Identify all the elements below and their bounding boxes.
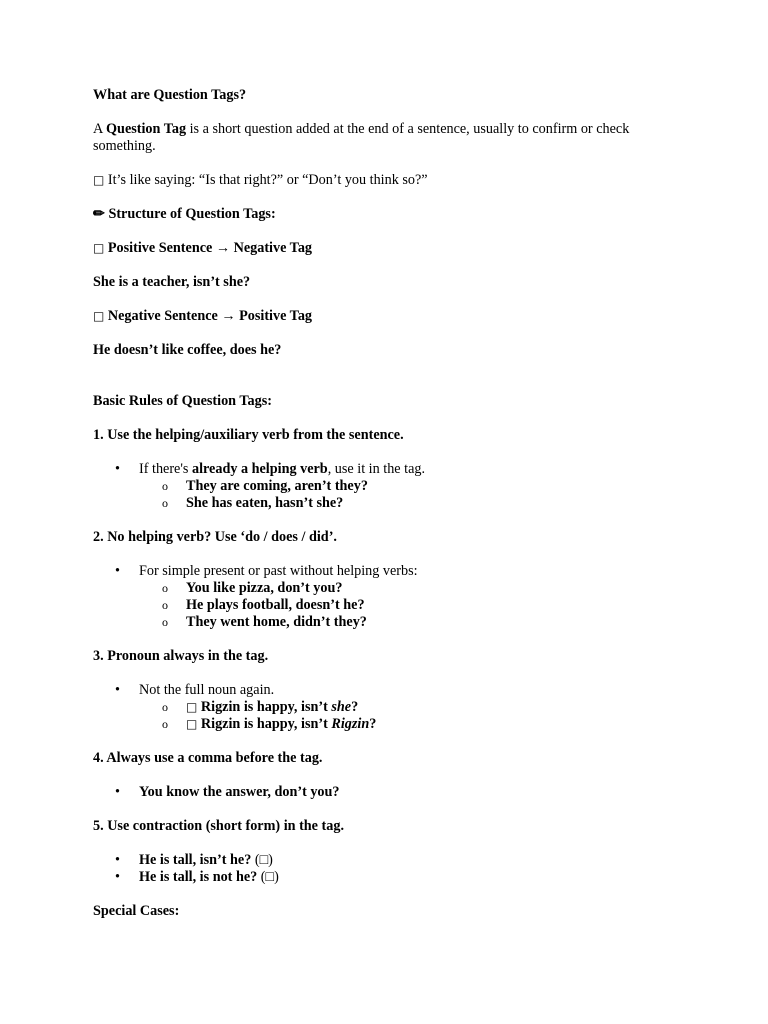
rule-2-examples (139, 580, 673, 631)
rule-4-list (93, 784, 673, 801)
bullet-icon: • (115, 869, 120, 885)
list-item: • If there's already a helping verb, use it in the tag. o They are coming, aren’t they? o She has eaten, hasn’t she? (93, 461, 673, 512)
list-item: • He is tall, is not he? (□) (115, 869, 279, 885)
list-item: o □ Rigzin is happy, isn’t she? (162, 699, 359, 715)
positive-example: She is a teacher, isn’t she? (93, 274, 251, 290)
circle-bullet-icon: o (162, 598, 168, 612)
intro-paragraph: A Question Tag is a short question added at the end of a sentence, usually to confirm or check something. (93, 121, 630, 154)
circle-bullet-icon: o (162, 496, 168, 510)
rule-2-heading: 2. No helping verb? Use ‘do / does / did’. (93, 529, 337, 545)
rule-4-heading: 4. Always use a comma before the tag. (93, 750, 323, 766)
bullet-icon: • (115, 682, 120, 698)
placeholder-glyph-icon: □ (186, 700, 198, 714)
rule-3-examples (139, 699, 673, 733)
rule-1-heading: 1. Use the helping/auxiliary verb from the sentence. (93, 427, 404, 443)
bullet-icon: • (115, 784, 120, 800)
placeholder-glyph-icon: □ (93, 241, 105, 255)
like-saying-line: □ It’s like saying: “Is that right?” or “Don’t you think so?” (93, 172, 428, 188)
list-item: o They are coming, aren’t they? (162, 478, 368, 494)
circle-bullet-icon: o (162, 479, 168, 493)
pencil-icon: ✏ (93, 206, 105, 222)
circle-bullet-icon: o (162, 581, 168, 595)
list-item: o □ Rigzin is happy, isn’t Rigzin? (162, 716, 377, 732)
list-item: • Not the full noun again. o □ Rigzin is happy, isn’t she? o □ Rigzin is happy, isn’t Rigzin? (93, 682, 673, 733)
rule-2-list (93, 563, 673, 631)
structure-heading: ✏ Structure of Question Tags: (93, 206, 276, 222)
rule-5-heading: 5. Use contraction (short form) in the tag. (93, 818, 344, 834)
placeholder-glyph-icon: □ (93, 173, 105, 187)
list-item: o They went home, didn’t they? (162, 614, 367, 630)
rule-1-list (93, 461, 673, 512)
positive-rule: □ Positive Sentence → Negative Tag (93, 240, 313, 256)
rule-5-list (93, 852, 673, 886)
list-item: • For simple present or past without helping verbs: o You like pizza, don’t you? o He plays football, doesn’t he? o They went home, didn’t they? (93, 563, 673, 631)
special-cases-heading: Special Cases: (93, 903, 180, 919)
negative-rule: □ Negative Sentence → Positive Tag (93, 308, 313, 324)
rule-1-examples (139, 478, 673, 512)
document-body (93, 87, 673, 920)
bullet-icon: • (115, 461, 120, 477)
list-item: o You like pizza, don’t you? (162, 580, 343, 596)
circle-bullet-icon: o (162, 717, 168, 731)
list-item: o She has eaten, hasn’t she? (162, 495, 344, 511)
negative-example: He doesn’t like coffee, does he? (93, 342, 282, 358)
placeholder-glyph-icon: □ (93, 309, 105, 323)
placeholder-glyph-icon: □ (186, 717, 198, 731)
circle-bullet-icon: o (162, 700, 168, 714)
list-item: o He plays football, doesn’t he? (162, 597, 365, 613)
list-item: • You know the answer, don’t you? (115, 784, 340, 800)
rule-3-heading: 3. Pronoun always in the tag. (93, 648, 269, 664)
circle-bullet-icon: o (162, 615, 168, 629)
rule-3-list (93, 682, 673, 733)
rules-heading: Basic Rules of Question Tags: (93, 393, 272, 409)
page-title: What are Question Tags? (93, 87, 247, 103)
bullet-icon: • (115, 852, 120, 868)
list-item: • He is tall, isn’t he? (□) (115, 852, 273, 868)
bullet-icon: • (115, 563, 120, 579)
